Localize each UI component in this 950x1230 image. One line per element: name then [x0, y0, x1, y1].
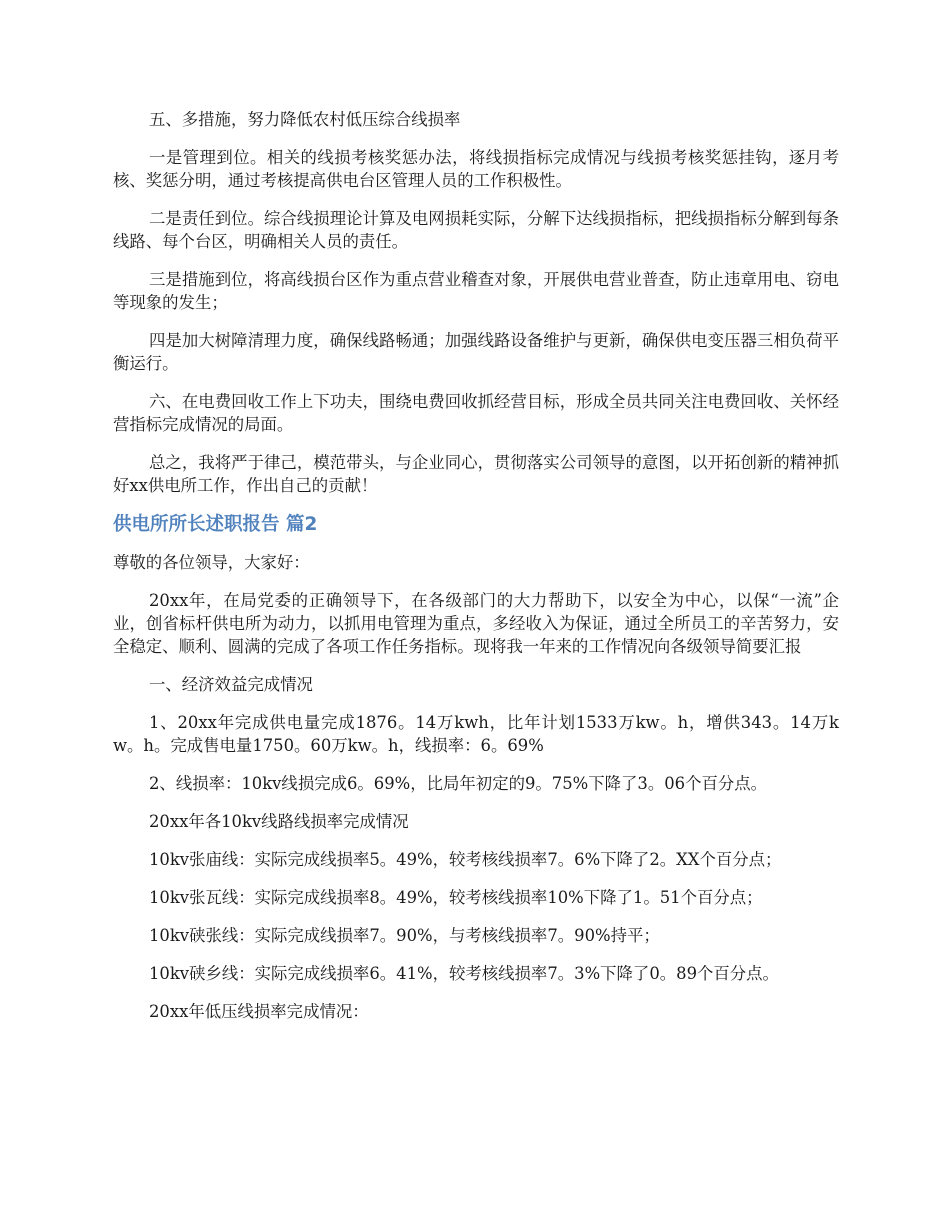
paragraph-economic-title: 一、经济效益完成情况 — [149, 675, 313, 694]
paragraph-greeting: 尊敬的各位领导，大家好： — [113, 553, 310, 572]
paragraph-line-zhangwa: 10kv张瓦线：实际完成线损率8。49%，较考核线损率10%下降了1。51个百分点； — [149, 888, 763, 907]
paragraph-management: 一是管理到位。相关的线损考核奖惩办法，将线损指标完成情况与线损考核奖惩挂钩，逐月考核、奖惩分明，通过考核提高供电台区管理人员的工作积极性。 — [113, 148, 839, 190]
paragraph-section-six: 六、在电费回收工作上下功夫，围绕电费回收抓经营目标，形成全员共同关注电费回收、关怀经营指标完成情况的局面。 — [113, 392, 839, 434]
paragraph-conclusion: 总之，我将严于律己，模范带头，与企业同心，贯彻落实公司领导的意图，以开拓创新的精神抓好xx供电所工作，作出自己的贡献！ — [113, 453, 839, 495]
paragraph-measures: 三是措施到位，将高线损台区作为重点营业稽查对象，开展供电营业普查，防止违章用电、窃电等现象的发生； — [113, 270, 839, 312]
paragraph-intro: 20xx年，在局党委的正确领导下，在各级部门的大力帮助下，以安全为中心，以保“一流”企业，创省标杆供电所为动力，以抓用电管理为重点，多经收入为保证，通过全所员工的辛苦努力，安全稳定、顺利、圆满的完成了各项工作任务指标。现将我一年来的工作情况向各级领导简要汇报 — [113, 591, 839, 656]
paragraph-line-zhangmiao: 10kv张庙线：实际完成线损率5。49%，较考核线损率7。6%下降了2。XX个百分点； — [149, 850, 782, 869]
paragraph-responsibility: 二是责任到位。综合线损理论计算及电网损耗实际，分解下达线损指标，把线损指标分解到每条线路、每个台区，明确相关人员的责任。 — [113, 209, 839, 251]
paragraph-low-voltage-title: 20xx年低压线损率完成情况： — [149, 1002, 369, 1021]
paragraph-10kv-title: 20xx年各10kv线路线损率完成情况 — [149, 812, 409, 831]
paragraph-supply-volume: 1、20xx年完成供电量完成1876。14万kwh，比年计划1533万kw。h，增供343。14万kw。h。完成售电量1750。60万kw。h，线损率：6。69% — [113, 713, 839, 755]
paragraph-line-xiaxiang: 10kv硖乡线：实际完成线损率6。41%，较考核线损率7。3%下降了0。89个百分点。 — [149, 964, 779, 983]
paragraph-line-xiazhang: 10kv硖张线：实际完成线损率7。90%，与考核线损率7。90%持平； — [149, 926, 660, 945]
document-page — [113, 108, 839, 1038]
report-heading: 供电所所长述职报告 篇2 — [113, 514, 318, 535]
paragraph-section-five-title: 五、多措施，努力降低农村低压综合线损率 — [149, 110, 461, 129]
paragraph-tree-clearing: 四是加大树障清理力度，确保线路畅通；加强线路设备维护与更新，确保供电变压器三相负荷平衡运行。 — [113, 331, 839, 373]
paragraph-line-loss: 2、线损率：10kv线损完成6。69%，比局年初定的9。75%下降了3。06个百分点。 — [149, 774, 768, 793]
